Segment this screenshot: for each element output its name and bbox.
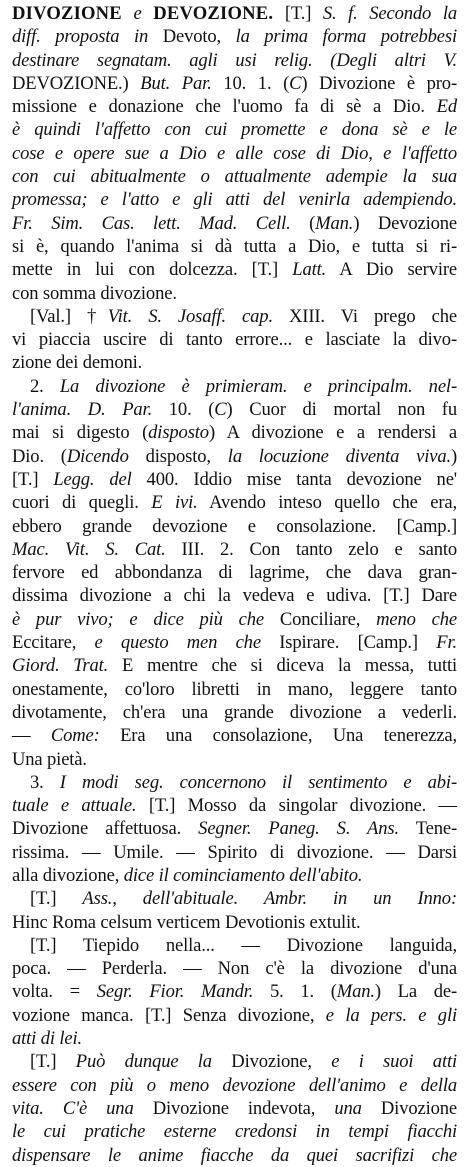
italic-text: diff. proposta in: [12, 26, 149, 48]
headword: DIVOZIONE: [12, 3, 122, 24]
italic-text: Fr. Sim. Cas. lett. Mad. Cell.: [12, 212, 291, 234]
text-run: mette in lui con dolcezza. [T.]: [12, 259, 293, 281]
text-line: [12, 794, 457, 817]
text-run: Una pietà.: [12, 748, 87, 770]
text-run: mai si digesto (: [12, 422, 149, 444]
text-run: III. 2. Con tanto zelo e santo: [165, 538, 458, 560]
text-run: Devoto,: [148, 26, 236, 48]
text-run: Tene-: [398, 818, 457, 840]
text-run: divotamente, ch'era una grande divozione a vederli.: [12, 701, 457, 723]
italic-text: essere con più o meno devozione dell'animo e della: [12, 1074, 457, 1096]
italic-text: La divozione è primieram. e principalm. nel-: [59, 375, 457, 397]
text-line: [12, 678, 457, 701]
text-line: [12, 491, 457, 514]
text-run: zione dei demoni.: [12, 352, 143, 374]
text-run: Conciliare,: [264, 608, 377, 630]
text-line: [12, 1004, 457, 1027]
text-run: con somma divozione.: [12, 282, 177, 304]
text-run: Divozione: [361, 1097, 457, 1119]
text-line: [12, 1027, 457, 1050]
text-run: (: [290, 212, 316, 234]
italic-text: Latt.: [292, 259, 327, 281]
text-run: cuori di quegli.: [12, 492, 152, 514]
text-line: [12, 2, 457, 25]
italic-text: l'anima. D. Par.: [12, 399, 153, 421]
text-line: [12, 165, 457, 188]
italic-text: Può dunque la: [75, 1051, 212, 1073]
italic-text: e: [121, 3, 154, 24]
italic-text: Dicendo: [66, 445, 129, 467]
text-run: Eccitare,: [12, 632, 95, 654]
text-run: XIII. Vi prego che: [272, 305, 457, 327]
text-line: [12, 538, 457, 561]
italic-text: destinare segnatam. agli usi relig. (Degli altri V.: [12, 49, 457, 71]
text-run: [T.] Mosso da singolar divozione. —: [136, 795, 457, 817]
italic-text: dispensare le anime fiacche da quei sacrifizi che: [12, 1144, 457, 1166]
italic-text: Come:: [50, 725, 100, 747]
text-run: ) Divozione è pro-: [301, 72, 458, 94]
text-run: 3.: [30, 771, 60, 793]
text-line: [12, 631, 457, 654]
text-run: 400. Iddio mise tanta devozione ne': [131, 468, 457, 490]
text-line: [12, 118, 457, 141]
text-run: Divozione,: [211, 1051, 332, 1073]
text-run: [T.]: [273, 3, 323, 24]
text-line: [12, 212, 457, 235]
italic-text: promessa; e l'atto e gli atti del venirla adempiendo.: [12, 189, 457, 211]
text-line: [12, 25, 457, 48]
text-line: [12, 305, 457, 328]
italic-text: dice il cominciamento dell'abito.: [123, 864, 363, 886]
text-run: si è, quando l'anima si dà tutta a Dio, e tutta si ri-: [12, 235, 457, 257]
italic-text: Giord. Trat.: [12, 655, 109, 677]
text-run: ) La de-: [374, 981, 457, 1003]
italic-text: meno che: [376, 608, 457, 630]
text-run: disposto,: [128, 445, 228, 467]
text-line: [12, 911, 457, 934]
text-run: [T.]: [30, 1051, 76, 1073]
text-line: [12, 445, 457, 468]
text-line: [12, 887, 457, 910]
text-run: ebbero grande devozione e consolazione. [Camp.]: [12, 515, 457, 537]
italic-text: Man.: [315, 212, 354, 234]
text-line: [12, 1050, 457, 1073]
italic-text: E ivi.: [151, 492, 198, 514]
italic-text: cose e opere sue a Dio e alle cose di Dio, e l'affetto: [12, 142, 457, 164]
text-run: Era una consolazione, Una tenerezza,: [99, 725, 457, 747]
italic-text: e la pers. e gli: [325, 1004, 457, 1026]
italic-text: C: [289, 72, 302, 94]
italic-text: e questo men che: [94, 632, 261, 654]
text-run: onestamente, co'loro libretti in mano, leggere tanto: [12, 678, 457, 700]
text-run: volta. =: [12, 981, 97, 1003]
text-run: Hinc Roma celsum verticem Devotionis extulit.: [12, 911, 361, 933]
italic-text: But. Par.: [140, 72, 212, 94]
text-line: [12, 258, 457, 281]
italic-text: è quindi l'affetto con cui promette e dona sè e le: [12, 119, 457, 141]
text-line: [12, 1144, 457, 1167]
italic-text: Mac. Vit. S. Cat.: [12, 538, 166, 560]
text-run: [T.]: [12, 468, 54, 490]
text-line: [12, 1074, 457, 1097]
text-line: [12, 817, 457, 840]
italic-text: I modi seg. concernono il sentimento e abi-: [59, 771, 457, 793]
text-line: [12, 398, 457, 421]
text-line: [12, 95, 457, 118]
text-run: [129, 73, 141, 94]
text-run: ) Devozione: [353, 212, 458, 234]
italic-text: è pur vivo; e dice più che: [12, 608, 265, 630]
text-line: [12, 584, 457, 607]
text-line: [12, 957, 457, 980]
text-line: [12, 72, 457, 95]
text-run: poca. — Perderla. — Non c'è la divozione d'una: [12, 958, 457, 980]
text-run: [Val.] †: [30, 305, 108, 327]
text-run: —: [12, 725, 51, 747]
italic-text: atti di lei.: [12, 1028, 82, 1050]
italic-text: Legg. del: [53, 468, 132, 490]
text-line: [12, 701, 457, 724]
italic-text: con cui abitualmente o attualmente adempie la sua: [12, 166, 457, 188]
text-line: [12, 654, 457, 677]
italic-text: Fr.: [436, 632, 457, 654]
text-run: E mentre che si diceva la messa, tutti: [108, 655, 457, 677]
italic-text: C: [214, 399, 227, 421]
italic-text: tuale e attuale.: [12, 795, 137, 817]
text-line: [12, 980, 457, 1003]
text-run: rissima. — Umile. — Spirito di divozione. — Darsi: [12, 841, 457, 863]
italic-text: una: [334, 1097, 362, 1119]
italic-text: le cui pratiche esterne credonsi in tempi fiacchi: [12, 1121, 457, 1143]
italic-text: Ass., dell'abituale. Ambr. in un Inno:: [82, 888, 457, 910]
text-run: Divozione indevota,: [133, 1097, 335, 1119]
text-line: [12, 1120, 457, 1143]
text-line: [12, 235, 457, 258]
italic-text: Vit. S. Josaff. cap.: [107, 305, 273, 327]
small-caps-text: DEVOZIONE.): [12, 72, 129, 94]
text-run: dissima divozione a chi la vedeva e udiva. [T.] Dare: [12, 585, 457, 607]
text-run: 2.: [30, 375, 60, 397]
text-line: [12, 282, 457, 305]
text-run: [T.] Tiepido nella... — Divozione languida,: [30, 934, 457, 956]
text-run: ) Cuor di mortal non fu: [226, 399, 457, 421]
italic-text: vita. C'è una: [12, 1097, 134, 1119]
text-line: [12, 142, 457, 165]
text-line: [12, 864, 457, 887]
text-line: [12, 1097, 457, 1120]
text-line: [12, 841, 457, 864]
text-line: [12, 724, 457, 747]
italic-text: Man.: [336, 981, 375, 1003]
italic-text: Segr. Fior. Mandr.: [96, 981, 254, 1003]
italic-text: S. f. Secondo la: [322, 3, 457, 24]
text-line: [12, 351, 457, 374]
text-line: [12, 188, 457, 211]
text-run: vozione manca. [T.] Senza divozione,: [12, 1004, 326, 1026]
text-run: Avendo inteso quello che era,: [197, 492, 458, 514]
text-run: vi piaccia uscire di tanto errore... e lasciate la divo-: [12, 329, 457, 351]
text-line: [12, 375, 457, 398]
text-run: Ispirare. [Camp.]: [260, 632, 437, 654]
text-line: [12, 421, 457, 444]
text-run: 10. (: [152, 399, 215, 421]
text-run: 10. 1. (: [211, 72, 290, 94]
text-run: Dio. (: [12, 445, 67, 467]
text-line: [12, 49, 457, 72]
text-run: fervore ed abbondanza di lagrime, che dava gran-: [12, 562, 457, 584]
italic-text: la locuzione diventa viva.: [227, 445, 451, 467]
text-run: Divozione affettuosa.: [12, 818, 199, 840]
text-run: ): [450, 445, 458, 467]
text-run: 5. 1. (: [253, 981, 337, 1003]
text-line: [12, 328, 457, 351]
text-line: [12, 468, 457, 491]
text-run: ) A divozione e a rendersi a: [208, 422, 457, 444]
text-run: [T.]: [30, 888, 83, 910]
text-run: A Dio servire: [326, 259, 458, 281]
text-line: [12, 608, 457, 631]
italic-text: la prima forma potrebbesi: [235, 26, 457, 48]
text-line: [12, 771, 457, 794]
text-run: missione e donazione che l'uomo fa di sè a Dio.: [12, 96, 437, 118]
text-run: alla divozione,: [12, 864, 124, 886]
italic-text: Ed: [436, 96, 457, 118]
italic-text: e i suoi atti: [331, 1051, 457, 1073]
text-line: [12, 561, 457, 584]
italic-text: disposto: [148, 422, 209, 444]
text-line: [12, 748, 457, 771]
text-line: [12, 515, 457, 538]
italic-text: Segner. Paneg. S. Ans.: [198, 818, 399, 840]
text-line: [12, 934, 457, 957]
headword: DEVOZIONE.: [153, 3, 274, 24]
